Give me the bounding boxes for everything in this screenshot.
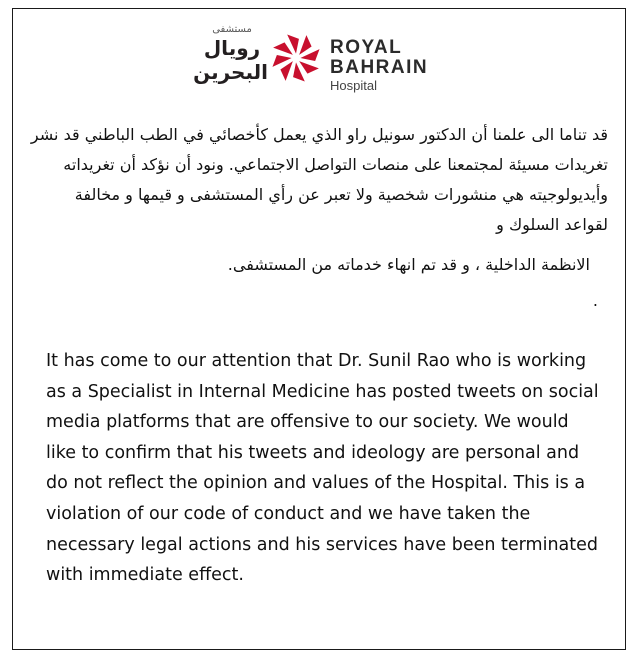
hospital-logo [193, 22, 436, 98]
arabic-statement [30, 120, 608, 316]
emblem-petal [299, 35, 311, 55]
hospital-emblem-icon [270, 32, 322, 84]
english-statement: It has come to our attention that Dr. Sunil Rao who is working as a Specialist in Internal Medicine has posted tweets on social media platforms that are offensive to our society. We would like to confirm that his tweets and ideology are personal and do not reflect the opinion and values of the Hospital. This is a violation of our code of conduct and we have taken the necessary legal actions and his services have been terminated with immediate effect. [46, 351, 599, 586]
logo-name-line3: Hospital [330, 78, 377, 93]
arabic-paragraph: قد تناما الى علمنا أن الدكتور سونيل راو الذي يعمل كأخصائي في الطب الباطني قد نشر تغريدات مسيئة لمجتمعنا على منصات التواصل الاجتماعي. ونود أن نؤكد أن تغريداته وأيديولوجيته هي منشورات شخصية ولا تعبر عن رأي المستشفى و قيمها و مخالفة لقواعد السلوك و [30, 125, 608, 234]
logo-arabic-small: مستشفى [212, 24, 252, 35]
logo-arabic-name [193, 24, 268, 92]
emblem-petal [280, 61, 292, 81]
emblem-petal [273, 42, 293, 54]
arabic-last-line: الانظمة الداخلية ، و قد تم انهاء خدماته من المستشفى. [227, 255, 590, 274]
logo-arabic-line1: رويال [203, 36, 261, 60]
logo-arabic-line2: البحرين [193, 60, 268, 84]
emblem-petal [299, 61, 319, 73]
logo-english-name [330, 38, 428, 93]
logo-name-line1: ROYAL [330, 37, 403, 58]
logo-name-line2: BAHRAIN [330, 57, 429, 78]
arabic-trailing-dot: . [592, 291, 598, 310]
